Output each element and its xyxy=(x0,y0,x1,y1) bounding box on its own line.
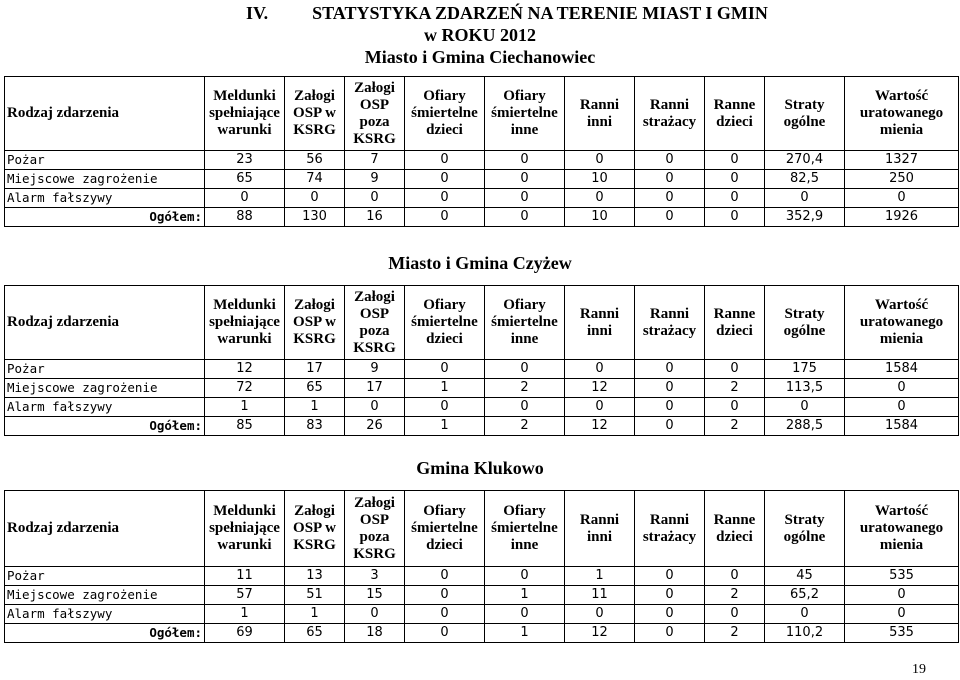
table-cell: 11 xyxy=(205,567,285,586)
stats-table-0 xyxy=(4,76,959,227)
table-cell: 0 xyxy=(705,605,765,624)
table-cell: 0 xyxy=(705,151,765,170)
column-header: Wartość uratowanego mienia xyxy=(845,491,959,567)
table-row xyxy=(5,151,959,170)
table-cell: 18 xyxy=(345,624,405,643)
column-header: Wartość uratowanego mienia xyxy=(845,77,959,151)
table-cell: 0 xyxy=(635,360,705,379)
table-cell: 9 xyxy=(345,360,405,379)
table-cell: 288,5 xyxy=(765,417,845,436)
table-cell: 12 xyxy=(565,379,635,398)
table-cell: 0 xyxy=(345,398,405,417)
table-header-row xyxy=(5,77,959,151)
column-header: Załogi OSP w KSRG xyxy=(285,77,345,151)
table-cell: 85 xyxy=(205,417,285,436)
table-cell: 0 xyxy=(845,605,959,624)
table-cell: 72 xyxy=(205,379,285,398)
table-row xyxy=(5,360,959,379)
column-header: Ranni inni xyxy=(565,491,635,567)
table-cell: 0 xyxy=(485,605,565,624)
table-cell: 15 xyxy=(345,586,405,605)
table-cell: 65,2 xyxy=(765,586,845,605)
row-label: Ogółem: xyxy=(5,417,205,436)
header-line-1 xyxy=(0,2,960,24)
table-cell: 0 xyxy=(765,189,845,208)
section-title-1: Miasto i Gmina Czyżew xyxy=(388,253,572,273)
table-cell: 1584 xyxy=(845,417,959,436)
table-cell: 0 xyxy=(705,208,765,227)
table-cell: 7 xyxy=(345,151,405,170)
column-header: Meldunki spełniające warunki xyxy=(205,491,285,567)
table-cell: 250 xyxy=(845,170,959,189)
table-cell: 2 xyxy=(705,379,765,398)
table-cell: 0 xyxy=(485,567,565,586)
table-cell: 535 xyxy=(845,567,959,586)
table-cell: 45 xyxy=(765,567,845,586)
stats-table-1 xyxy=(4,285,959,436)
table-cell: 0 xyxy=(485,360,565,379)
column-header: Wartość uratowanego mienia xyxy=(845,286,959,360)
table-cell: 0 xyxy=(705,360,765,379)
table-cell: 0 xyxy=(405,624,485,643)
column-header: Ranni inni xyxy=(565,286,635,360)
table-cell: 0 xyxy=(485,208,565,227)
table-cell: 130 xyxy=(285,208,345,227)
table-cell: 0 xyxy=(635,170,705,189)
table-cell: 2 xyxy=(485,379,565,398)
table-cell: 0 xyxy=(635,398,705,417)
table-cell: 2 xyxy=(485,417,565,436)
table-cell: 17 xyxy=(345,379,405,398)
table-cell: 0 xyxy=(565,360,635,379)
table-cell: 1 xyxy=(405,417,485,436)
table-cell: 10 xyxy=(565,170,635,189)
table-cell: 270,4 xyxy=(765,151,845,170)
table-cell: 0 xyxy=(635,379,705,398)
column-header: Meldunki spełniające warunki xyxy=(205,77,285,151)
table-cell: 9 xyxy=(345,170,405,189)
table-cell: 0 xyxy=(765,605,845,624)
column-header: Ofiary śmiertelne inne xyxy=(485,77,565,151)
table-cell: 0 xyxy=(635,417,705,436)
table-row xyxy=(5,398,959,417)
column-header: Ofiary śmiertelne dzieci xyxy=(405,286,485,360)
row-label: Pożar xyxy=(5,567,205,586)
table-cell: 1 xyxy=(565,567,635,586)
table-cell: 0 xyxy=(565,189,635,208)
table-row xyxy=(5,379,959,398)
table-cell: 0 xyxy=(705,398,765,417)
table-cell: 0 xyxy=(405,586,485,605)
column-header: Załogi OSP w KSRG xyxy=(285,491,345,567)
table-cell: 65 xyxy=(285,379,345,398)
table-cell: 0 xyxy=(565,605,635,624)
table-cell: 0 xyxy=(285,189,345,208)
row-label: Miejscowe zagrożenie xyxy=(5,379,205,398)
table-cell: 1 xyxy=(285,398,345,417)
table-row xyxy=(5,605,959,624)
table-cell: 23 xyxy=(205,151,285,170)
table-cell: 1 xyxy=(405,379,485,398)
column-header: Załogi OSP poza KSRG xyxy=(345,286,405,360)
document-header xyxy=(0,2,960,68)
table-cell: 2 xyxy=(705,624,765,643)
table-cell: 12 xyxy=(205,360,285,379)
table-cell: 0 xyxy=(635,567,705,586)
table-row xyxy=(5,417,959,436)
column-header: Ofiary śmiertelne inne xyxy=(485,491,565,567)
table-cell: 0 xyxy=(705,567,765,586)
column-header: Ranne dzieci xyxy=(705,286,765,360)
column-header: Rodzaj zdarzenia xyxy=(5,77,205,151)
table-cell: 1327 xyxy=(845,151,959,170)
header-year: w ROKU 2012 xyxy=(424,25,536,45)
column-header: Ranni strażacy xyxy=(635,491,705,567)
table-cell: 0 xyxy=(405,189,485,208)
column-header: Ofiary śmiertelne dzieci xyxy=(405,491,485,567)
table-cell: 175 xyxy=(765,360,845,379)
table-row xyxy=(5,170,959,189)
table-cell: 0 xyxy=(635,586,705,605)
table-cell: 26 xyxy=(345,417,405,436)
table-cell: 0 xyxy=(565,398,635,417)
column-header: Ranni inni xyxy=(565,77,635,151)
table-header-row xyxy=(5,286,959,360)
table-cell: 0 xyxy=(485,170,565,189)
table-cell: 2 xyxy=(705,586,765,605)
table-cell: 0 xyxy=(405,605,485,624)
table-cell: 65 xyxy=(205,170,285,189)
column-header: Ofiary śmiertelne inne xyxy=(485,286,565,360)
table-cell: 110,2 xyxy=(765,624,845,643)
table-cell: 1 xyxy=(485,586,565,605)
table-cell: 2 xyxy=(705,417,765,436)
section-title-0: Miasto i Gmina Ciechanowiec xyxy=(364,47,596,67)
table-row xyxy=(5,208,959,227)
table-cell: 65 xyxy=(285,624,345,643)
page-number: 19 xyxy=(912,662,926,677)
row-label: Miejscowe zagrożenie xyxy=(5,170,205,189)
table-cell: 113,5 xyxy=(765,379,845,398)
table-cell: 11 xyxy=(565,586,635,605)
table-row xyxy=(5,567,959,586)
row-label: Miejscowe zagrożenie xyxy=(5,586,205,605)
table-row xyxy=(5,586,959,605)
table-cell: 12 xyxy=(565,624,635,643)
chapter-title: STATYSTYKA ZDARZEŃ NA TERENIE MIAST I GMIN xyxy=(312,3,768,23)
table-cell: 0 xyxy=(635,605,705,624)
row-label: Ogółem: xyxy=(5,624,205,643)
column-header: Ranni strażacy xyxy=(635,77,705,151)
table-cell: 0 xyxy=(635,151,705,170)
column-header: Straty ogólne xyxy=(765,286,845,360)
column-header: Straty ogólne xyxy=(765,491,845,567)
table-cell: 51 xyxy=(285,586,345,605)
table-cell: 0 xyxy=(485,398,565,417)
table-cell: 0 xyxy=(705,170,765,189)
table-cell: 0 xyxy=(485,189,565,208)
table-cell: 83 xyxy=(285,417,345,436)
column-header: Załogi OSP poza KSRG xyxy=(345,77,405,151)
row-label: Alarm fałszywy xyxy=(5,189,205,208)
table-row xyxy=(5,624,959,643)
table-cell: 0 xyxy=(405,360,485,379)
table-cell: 0 xyxy=(205,189,285,208)
table-cell: 1584 xyxy=(845,360,959,379)
table-cell: 0 xyxy=(635,624,705,643)
stats-table-2 xyxy=(4,490,959,643)
column-header: Meldunki spełniające warunki xyxy=(205,286,285,360)
table-cell: 1 xyxy=(285,605,345,624)
table-cell: 0 xyxy=(635,189,705,208)
table-cell: 0 xyxy=(635,208,705,227)
table-cell: 69 xyxy=(205,624,285,643)
table-cell: 88 xyxy=(205,208,285,227)
table-cell: 0 xyxy=(405,567,485,586)
column-header: Straty ogólne xyxy=(765,77,845,151)
column-header: Rodzaj zdarzenia xyxy=(5,286,205,360)
table-cell: 0 xyxy=(845,586,959,605)
table-cell: 0 xyxy=(705,189,765,208)
table-cell: 0 xyxy=(845,398,959,417)
row-label: Pożar xyxy=(5,151,205,170)
column-header: Ofiary śmiertelne dzieci xyxy=(405,77,485,151)
table-cell: 3 xyxy=(345,567,405,586)
column-header: Załogi OSP w KSRG xyxy=(285,286,345,360)
table-cell: 535 xyxy=(845,624,959,643)
table-cell: 16 xyxy=(345,208,405,227)
table-cell: 13 xyxy=(285,567,345,586)
table-cell: 0 xyxy=(405,208,485,227)
table-cell: 0 xyxy=(485,151,565,170)
row-label: Alarm fałszywy xyxy=(5,605,205,624)
table-cell: 0 xyxy=(405,398,485,417)
column-header: Rodzaj zdarzenia xyxy=(5,491,205,567)
table-cell: 0 xyxy=(765,398,845,417)
chapter-number: IV. xyxy=(246,3,269,23)
table-cell: 0 xyxy=(345,189,405,208)
table-cell: 0 xyxy=(565,151,635,170)
table-cell: 0 xyxy=(845,189,959,208)
table-cell: 56 xyxy=(285,151,345,170)
table-header-row xyxy=(5,491,959,567)
table-cell: 17 xyxy=(285,360,345,379)
table-cell: 82,5 xyxy=(765,170,845,189)
table-cell: 1 xyxy=(485,624,565,643)
table-cell: 1926 xyxy=(845,208,959,227)
section-title-2: Gmina Klukowo xyxy=(416,458,544,478)
table-cell: 74 xyxy=(285,170,345,189)
column-header: Załogi OSP poza KSRG xyxy=(345,491,405,567)
table-cell: 12 xyxy=(565,417,635,436)
row-label: Pożar xyxy=(5,360,205,379)
column-header: Ranni strażacy xyxy=(635,286,705,360)
table-row xyxy=(5,189,959,208)
table-cell: 0 xyxy=(405,170,485,189)
table-cell: 1 xyxy=(205,398,285,417)
table-cell: 0 xyxy=(845,379,959,398)
table-cell: 1 xyxy=(205,605,285,624)
column-header: Ranne dzieci xyxy=(705,491,765,567)
row-label: Alarm fałszywy xyxy=(5,398,205,417)
table-cell: 0 xyxy=(345,605,405,624)
table-cell: 57 xyxy=(205,586,285,605)
table-cell: 10 xyxy=(565,208,635,227)
column-header: Ranne dzieci xyxy=(705,77,765,151)
table-cell: 352,9 xyxy=(765,208,845,227)
table-cell: 0 xyxy=(405,151,485,170)
row-label: Ogółem: xyxy=(5,208,205,227)
